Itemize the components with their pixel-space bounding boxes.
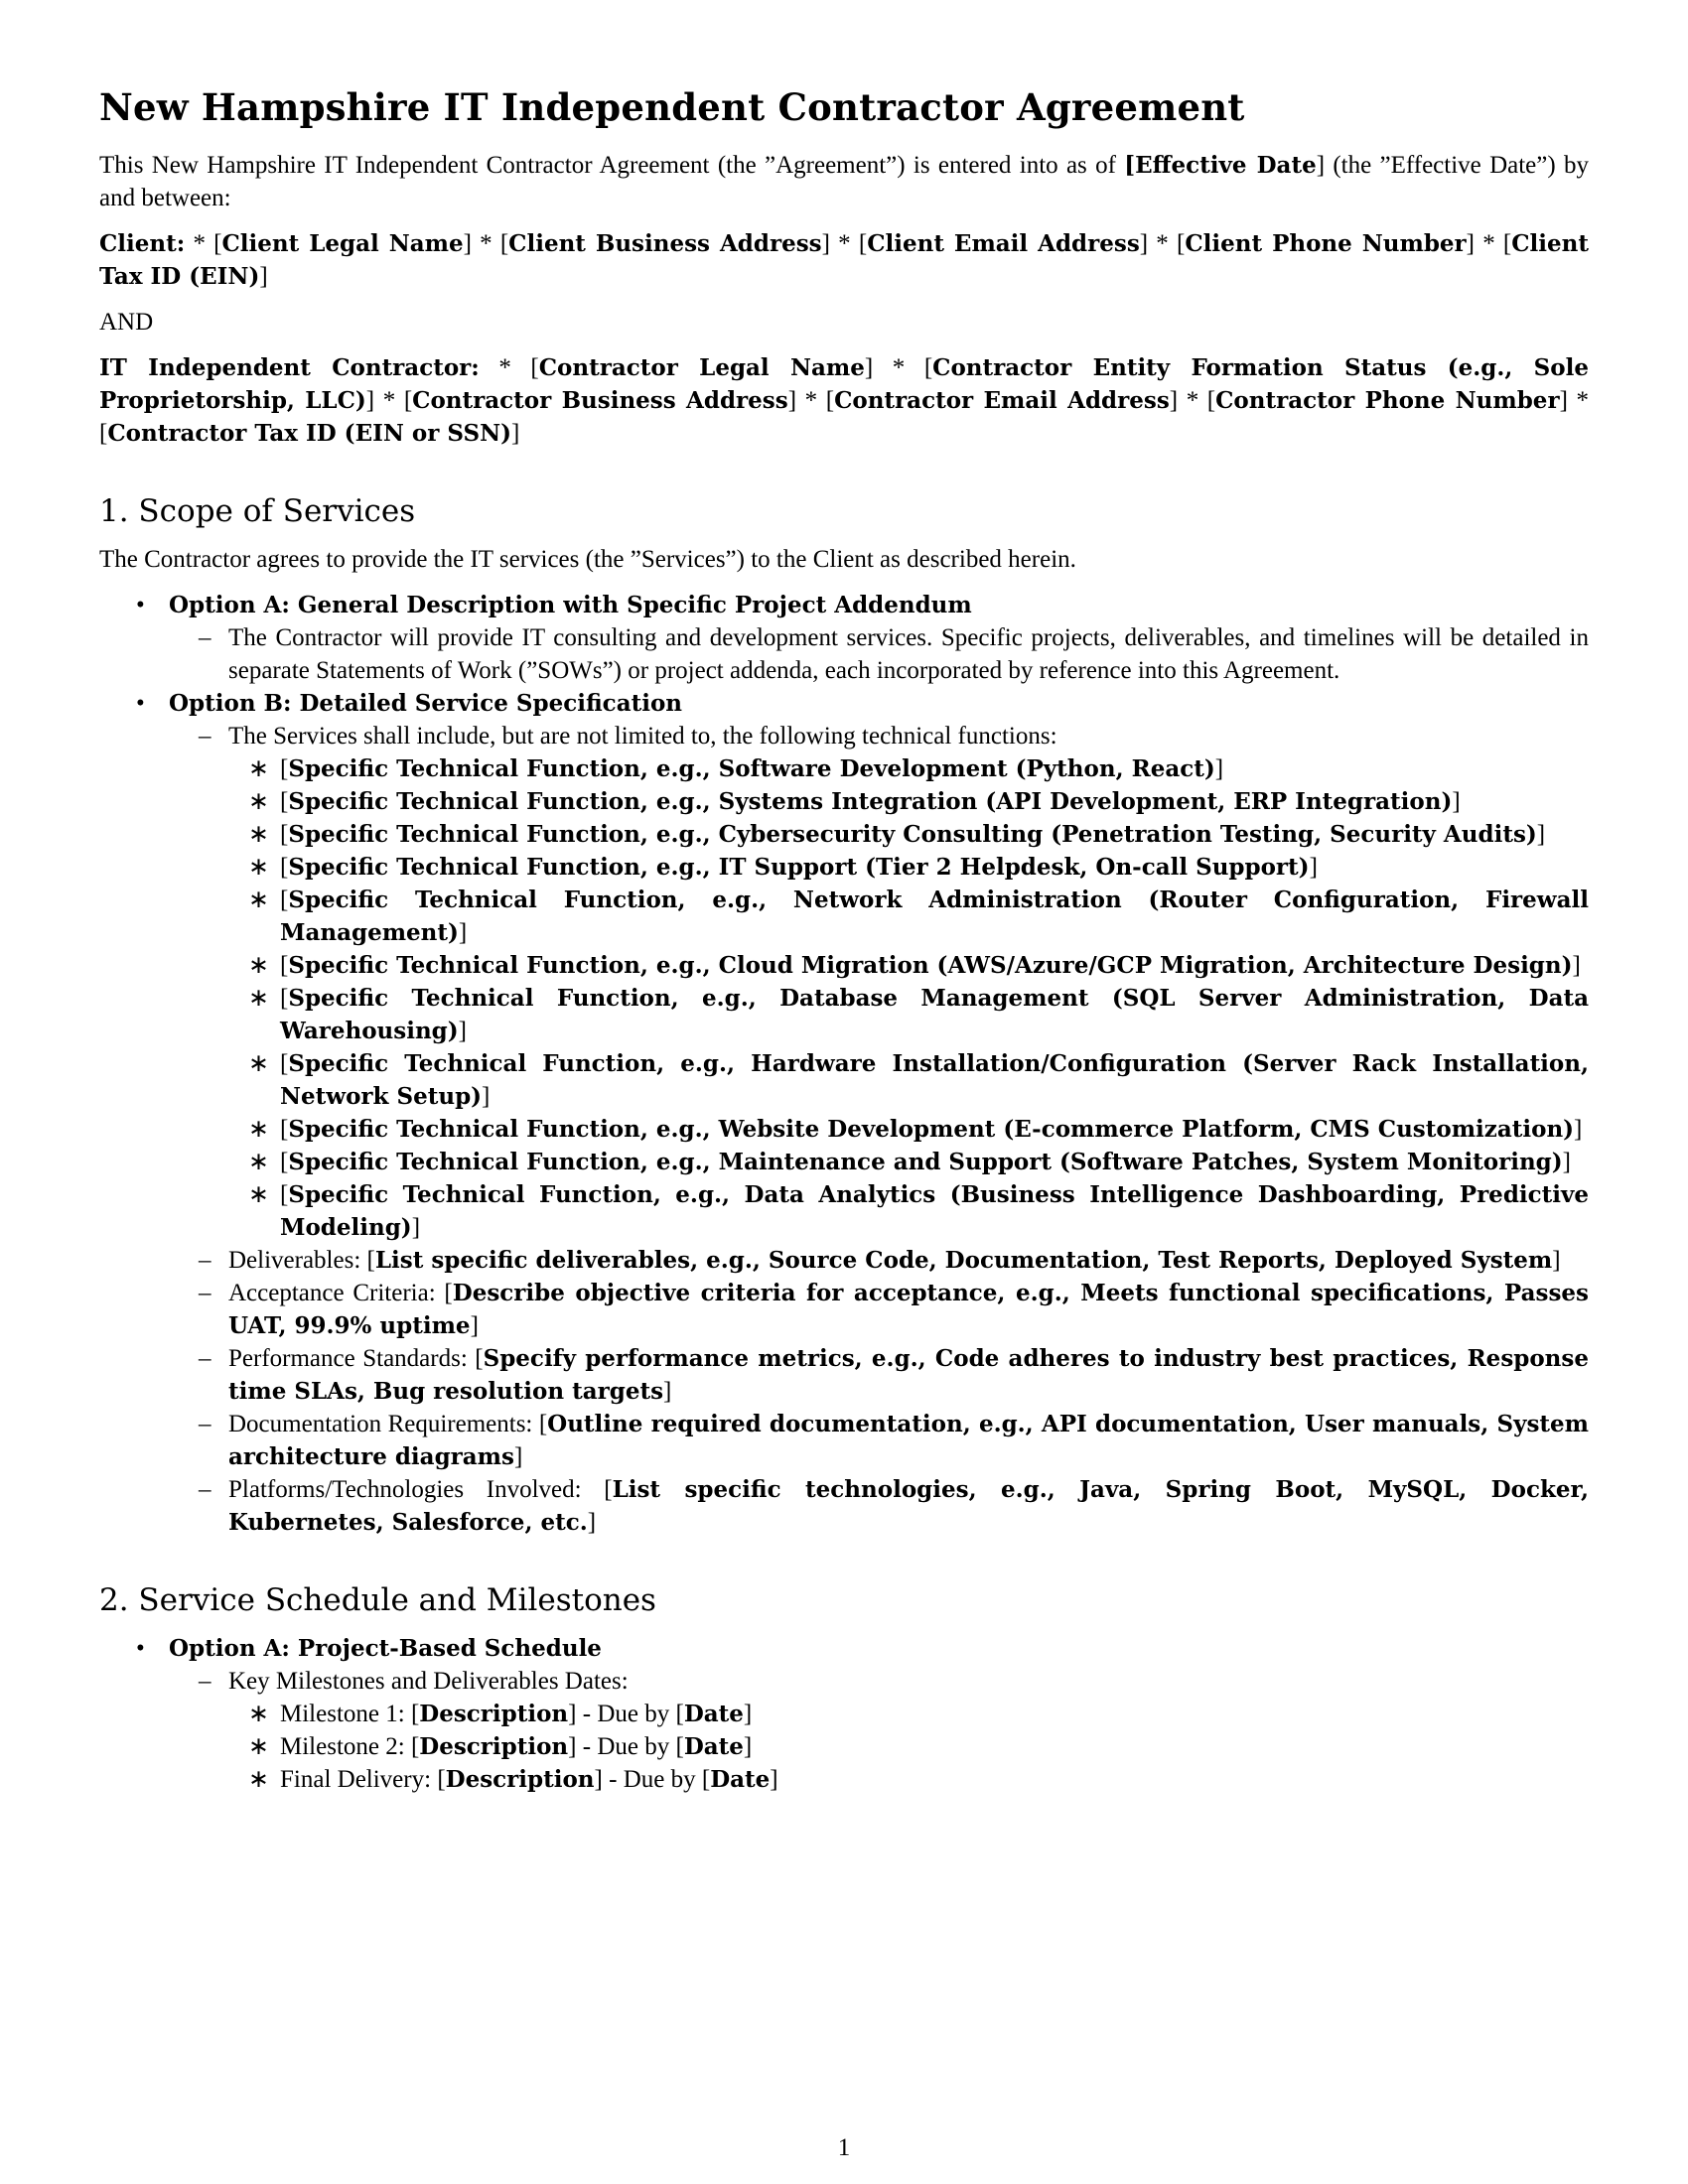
deliverables-item: – Deliverables: [List specific deliverables, e.g., Source Code, Documentation, Test Reports, Deployed System] xyxy=(99,1244,1589,1277)
sep: ] * [ xyxy=(1169,387,1216,414)
date-placeholder: Date xyxy=(683,1701,744,1727)
acceptance-placeholder: Describe objective criteria for acceptance, e.g., Meets functional specifications, Passes UAT, 99.9% uptime xyxy=(228,1280,1589,1339)
milestones-list xyxy=(228,1698,1589,1796)
and-separator: AND xyxy=(99,309,154,336)
acceptance-label: Acceptance Criteria: xyxy=(228,1280,445,1306)
function-item: Specific Technical Function, e.g., Cybersecurity Consulting (Penetration Testing, Security Audits) xyxy=(288,821,1537,848)
document-page xyxy=(99,85,1589,1796)
due-by-text: ] - Due by [ xyxy=(568,1701,684,1727)
milestone-1: ∗ Milestone 1: [Description] - Due by [Date] xyxy=(99,1698,1589,1730)
description-placeholder: Description xyxy=(419,1701,569,1727)
final-delivery: ∗ Final Delivery: [Description] - Due by [Date] xyxy=(99,1763,1589,1796)
option-b-sublist xyxy=(169,720,1589,1539)
milestones-lead xyxy=(99,1665,1589,1796)
function-item: Specific Technical Function, e.g., Network Administration (Router Configuration, Firewall Management) xyxy=(280,887,1589,946)
list-item: ∗ [Specific Technical Function, e.g., Hardware Installation/Configuration (Server Rack Installation, Network Setup)] xyxy=(99,1047,1589,1113)
intro-paragraph xyxy=(99,149,1589,214)
list-item: ∗ [Specific Technical Function, e.g., Software Development (Python, React)] xyxy=(99,752,1589,785)
sep: ] * [ xyxy=(821,230,868,257)
contractor-block xyxy=(99,351,1589,450)
option-a-item xyxy=(99,589,1589,687)
milestone-2: ∗ Milestone 2: [Description] - Due by [Date] xyxy=(99,1730,1589,1763)
milestones-lead-text: Key Milestones and Deliverables Dates: xyxy=(228,1668,629,1695)
option-a-sublist xyxy=(169,621,1589,687)
contractor-address-field: Contractor Business Address xyxy=(412,387,788,414)
option-a-description: – The Contractor will provide IT consulting and development services. Specific projects, deliverables, and timelines will be detailed in separate Statements of Work (”SOWs”) or project addenda, each incorporated by reference into this Agreement. xyxy=(99,621,1589,687)
document-title: New Hampshire IT Independent Contractor Agreement xyxy=(99,85,1245,129)
technical-functions-list xyxy=(228,752,1589,1244)
intro-text-1: This New Hampshire IT Independent Contractor Agreement (the ”Agreement”) is entered into as of xyxy=(99,152,1125,179)
sep: * [ xyxy=(479,354,539,381)
platforms-technologies-item: – Platforms/Technologies Involved: [List specific technologies, e.g., Java, Spring Boot, MySQL, Docker, Kubernetes, Salesforce, etc.] xyxy=(99,1473,1589,1539)
option-b-label: Option B: Detailed Service Specification xyxy=(169,690,683,717)
function-item: Specific Technical Function, e.g., Cloud Migration (AWS/Azure/GCP Migration, Architecture Design) xyxy=(288,952,1573,979)
function-item: Specific Technical Function, e.g., Database Management (SQL Server Administration, Data Warehousing) xyxy=(280,985,1589,1044)
function-item: Specific Technical Function, e.g., Software Development (Python, React) xyxy=(288,755,1215,782)
milestone-label: Milestone 1: xyxy=(280,1701,411,1727)
client-block xyxy=(99,227,1589,293)
date-placeholder: Date xyxy=(683,1733,744,1760)
description-placeholder: Description xyxy=(445,1766,595,1793)
list-item: ∗ [Specific Technical Function, e.g., Maintenance and Support (Software Patches, System Monitoring)] xyxy=(99,1146,1589,1178)
sep: ] * [ xyxy=(365,387,413,414)
deliverables-label: Deliverables: xyxy=(228,1247,367,1274)
list-item: ∗ [Specific Technical Function, e.g., Data Analytics (Business Intelligence Dashboarding, Predictive Modeling)] xyxy=(99,1178,1589,1244)
sep: ] * [ xyxy=(1139,230,1186,257)
option-a-label: Option A: General Description with Specific Project Addendum xyxy=(169,592,972,618)
option-b-lead xyxy=(99,720,1589,1244)
milestone-label: Milestone 2: xyxy=(280,1733,411,1760)
section-1-intro: The Contractor agrees to provide the IT services (the ”Services”) to the Client as described herein. xyxy=(99,546,1076,573)
list-item: ∗ [Specific Technical Function, e.g., IT Support (Tier 2 Helpdesk, On-call Support)] xyxy=(99,851,1589,884)
sep: * [ xyxy=(185,230,222,257)
section-scope-of-services xyxy=(99,493,1589,1539)
schedule-option-a-sublist xyxy=(169,1665,1589,1796)
option-b-lead-text: The Services shall include, but are not limited to, the following technical functions: xyxy=(228,723,1057,750)
page-number: 1 xyxy=(837,2134,851,2161)
client-address-field: Client Business Address xyxy=(508,230,822,257)
function-item: Specific Technical Function, e.g., IT Support (Tier 2 Helpdesk, On-call Support) xyxy=(288,854,1310,881)
effective-date-placeholder: [Effective Date xyxy=(1124,152,1317,179)
contractor-email-field: Contractor Email Address xyxy=(834,387,1170,414)
schedule-option-a-label: Option A: Project-Based Schedule xyxy=(169,1635,602,1662)
client-legal-name-field: Client Legal Name xyxy=(221,230,464,257)
function-item: Specific Technical Function, e.g., Data Analytics (Business Intelligence Dashboarding, Predictive Modeling) xyxy=(280,1181,1589,1241)
list-item: ∗ [Specific Technical Function, e.g., Cybersecurity Consulting (Penetration Testing, Security Audits)] xyxy=(99,818,1589,851)
function-item: Specific Technical Function, e.g., Maintenance and Support (Software Patches, System Monitoring) xyxy=(288,1149,1563,1175)
client-tax-id-field: Client Tax ID (EIN) xyxy=(99,230,1589,290)
sep: ] * [ xyxy=(864,354,933,381)
documentation-label: Documentation Requirements: xyxy=(228,1411,539,1437)
contractor-phone-field: Contractor Phone Number xyxy=(1215,387,1560,414)
acceptance-criteria-item: – Acceptance Criteria: [Describe objective criteria for acceptance, e.g., Meets functional specifications, Passes UAT, 99.9% uptime] xyxy=(99,1277,1589,1342)
contractor-entity-status-field: Contractor Entity Formation Status (e.g., Sole Proprietorship, LLC) xyxy=(99,354,1589,414)
schedule-option-a-item xyxy=(99,1632,1589,1796)
description-placeholder: Description xyxy=(419,1733,569,1760)
contractor-label: IT Independent Contractor: xyxy=(99,354,480,381)
option-b-item xyxy=(99,687,1589,1539)
intro-text-2: ] (the ”Effective Date”) by and between: xyxy=(99,152,1590,211)
sep: ] xyxy=(259,263,268,290)
list-item: ∗ [Specific Technical Function, e.g., Network Administration (Router Configuration, Firewall Management)] xyxy=(99,884,1589,949)
milestone-label: Final Delivery: xyxy=(280,1766,438,1793)
client-phone-field: Client Phone Number xyxy=(1185,230,1467,257)
scope-options-list xyxy=(99,589,1589,1539)
due-by-text: ] - Due by [ xyxy=(594,1766,711,1793)
sep: ] * [ xyxy=(99,387,1589,447)
list-item: ∗ [Specific Technical Function, e.g., Website Development (E-commerce Platform, CMS Customization)] xyxy=(99,1113,1589,1146)
performance-standards-item: – Performance Standards: [Specify performance metrics, e.g., Code adheres to industry best practices, Response time SLAs, Bug resolution targets] xyxy=(99,1342,1589,1408)
function-item: Specific Technical Function, e.g., Systems Integration (API Development, ERP Integration) xyxy=(288,788,1453,815)
schedule-options-list xyxy=(99,1632,1589,1796)
sep: ] * [ xyxy=(463,230,509,257)
sep: ] xyxy=(510,420,520,447)
sep: ] * [ xyxy=(787,387,835,414)
performance-label: Performance Standards: xyxy=(228,1345,476,1372)
section-2-heading: 2. Service Schedule and Milestones xyxy=(99,1582,656,1618)
list-item: ∗ [Specific Technical Function, e.g., Cloud Migration (AWS/Azure/GCP Migration, Architecture Design)] xyxy=(99,949,1589,982)
deliverables-placeholder: List specific deliverables, e.g., Source Code, Documentation, Test Reports, Deployed System xyxy=(374,1247,1553,1274)
client-label: Client: xyxy=(99,230,186,257)
section-schedule-milestones xyxy=(99,1582,1589,1796)
contractor-legal-name-field: Contractor Legal Name xyxy=(538,354,865,381)
performance-placeholder: Specify performance metrics, e.g., Code adheres to industry best practices, Response time SLAs, Bug resolution targets xyxy=(228,1345,1589,1405)
sep: ] * [ xyxy=(1466,230,1512,257)
list-item: ∗ [Specific Technical Function, e.g., Database Management (SQL Server Administration, Data Warehousing)] xyxy=(99,982,1589,1047)
documentation-requirements-item: – Documentation Requirements: [Outline required documentation, e.g., API documentation, User manuals, System architecture diagrams] xyxy=(99,1408,1589,1473)
list-item: ∗ [Specific Technical Function, e.g., Systems Integration (API Development, ERP Integration)] xyxy=(99,785,1589,818)
client-email-field: Client Email Address xyxy=(867,230,1140,257)
section-1-heading: 1. Scope of Services xyxy=(99,493,416,529)
date-placeholder: Date xyxy=(710,1766,771,1793)
documentation-placeholder: Outline required documentation, e.g., API documentation, User manuals, System architecture diagrams xyxy=(228,1411,1589,1470)
platforms-placeholder: List specific technologies, e.g., Java, Spring Boot, MySQL, Docker, Kubernetes, Salesforce, etc. xyxy=(228,1476,1589,1536)
function-item: Specific Technical Function, e.g., Hardware Installation/Configuration (Server Rack Installation, Network Setup) xyxy=(280,1050,1589,1110)
contractor-tax-id-field: Contractor Tax ID (EIN or SSN) xyxy=(107,420,511,447)
due-by-text: ] - Due by [ xyxy=(568,1733,684,1760)
function-item: Specific Technical Function, e.g., Website Development (E-commerce Platform, CMS Customization) xyxy=(288,1116,1575,1143)
platforms-label: Platforms/Technologies Involved: xyxy=(228,1476,605,1503)
